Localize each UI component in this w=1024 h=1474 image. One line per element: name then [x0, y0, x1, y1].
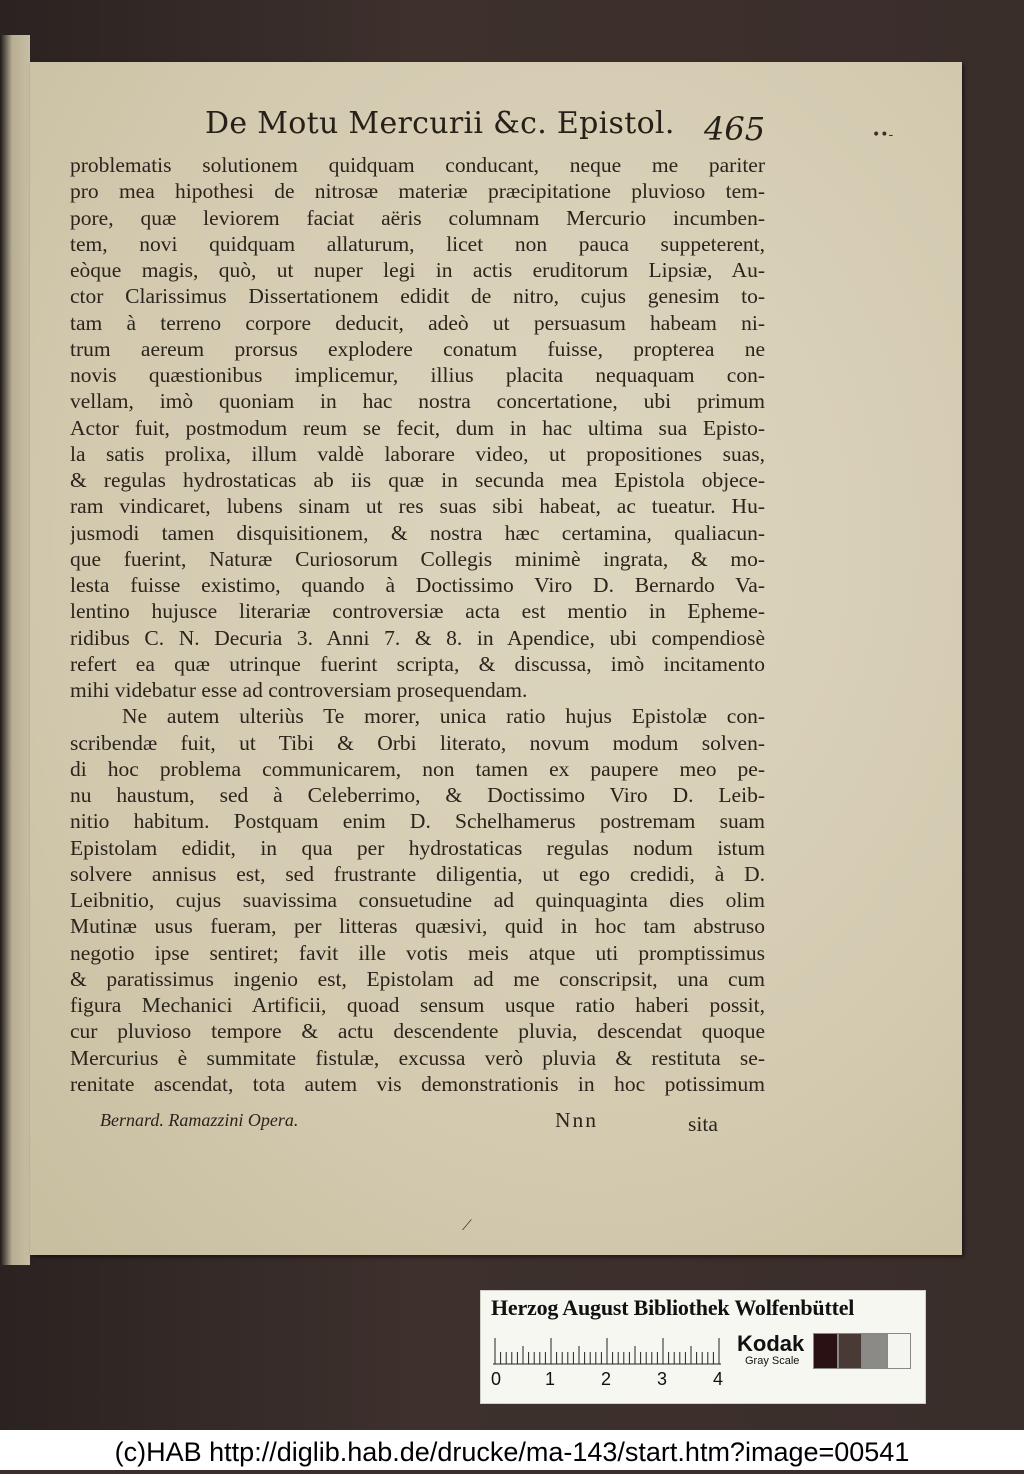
gray-swatch — [887, 1333, 912, 1369]
text-line: mihi videbatur esse ad controversiam prosequendam. — [70, 678, 528, 702]
adjacent-page-edge — [0, 35, 30, 1265]
ruler-label: 1 — [545, 1369, 556, 1389]
ruler-labels — [491, 1369, 731, 1393]
text-line: di hoc problema communicarem, non tamen ex paupere meo pe- — [70, 756, 765, 781]
text-line: novis quæstionibus implicemur, illius placita nequaquam con- — [70, 363, 765, 387]
text-line: & paratissimus ingenio est, Epistolam ad me conscripsit, una cum — [70, 966, 765, 991]
ruler-scale — [493, 1337, 721, 1365]
text-line: nitio habitum. Postquam enim D. Schelhamerus postremam suam — [70, 809, 765, 834]
gray-swatch — [813, 1333, 838, 1369]
text-line: la satis prolixa, illum valdè laborare video, ut propositiones suas, — [70, 441, 765, 466]
ruler-label: 4 — [713, 1369, 724, 1389]
library-color-card — [480, 1290, 926, 1404]
footer-author-line: Bernard. Ramazzini Opera. — [100, 1110, 299, 1130]
text-line: renitate ascendat, tota autem vis demonstrationis in hoc potissimum — [70, 1071, 765, 1096]
gray-swatch — [838, 1333, 863, 1369]
page-number: 465 — [704, 110, 766, 148]
body-text — [70, 152, 765, 1097]
text-line: nu haustum, sed à Celeberrimo, & Doctissimo Viro D. Leib- — [70, 783, 765, 807]
text-line: pore, quæ leviorem faciat aëris columnam Mercurio incumben- — [70, 205, 765, 230]
text-line: ram vindicaret, lubens sinam ut res suas sibi habeat, ac tueatur. Hu- — [70, 494, 765, 519]
text-line: ctor Clarissimus Dissertationem edidit de nitro, cujus genesim to- — [70, 284, 765, 309]
text-line: negotio ipse sentiret; favit ille votis meis atque uti promptissimus — [70, 940, 765, 965]
gray-swatch — [862, 1333, 887, 1369]
gray-scale-label: Gray Scale — [745, 1355, 800, 1367]
text-line: cur pluvioso tempore & actu descendente pluvia, descendat quoque — [70, 1019, 765, 1044]
text-line: tem, novi quidquam allaturum, licet non pauca suppeterent, — [70, 231, 765, 256]
text-line: que fuerint, Naturæ Curiosorum Collegis minimè ingrata, & mo- — [70, 546, 765, 571]
text-line: trum aereum prorsus explodere conatum fuisse, propterea ne — [70, 336, 765, 361]
text-line: eòque magis, quò, ut nuper legi in actis eruditorum Lipsiæ, Au- — [70, 258, 765, 282]
text-line: pro mea hipothesi de nitrosæ materiæ præcipitatione pluvioso tem- — [70, 179, 765, 204]
text-line: jusmodi tamen disquisitionem, & nostra hæc certamina, qualiacun- — [70, 520, 765, 545]
signature-mark: Nnn — [555, 1108, 599, 1132]
text-line: vellam, imò quoniam in hac nostra concertatione, ubi primum — [70, 389, 765, 414]
library-name: Herzog August Bibliothek Wolfenbüttel — [491, 1295, 855, 1320]
page-footer — [100, 1110, 740, 1140]
gray-scale-swatches — [813, 1333, 911, 1369]
text-line: Actor fuit, postmodum reum se fecit, dum in hac ultima sua Episto- — [70, 415, 765, 440]
pen-mark: ⟋ — [462, 1218, 472, 1234]
text-line: ridibus C. N. Decuria 3. Anni 7. & 8. in Apendice, ubi compendiosè — [70, 625, 765, 650]
ruler-label: 0 — [491, 1369, 502, 1389]
text-line: & regulas hydrostaticas ab iis quæ in secunda mea Epistola objece- — [70, 468, 765, 492]
text-line: lentino hujusce literariæ controversiæ acta est mentio in Epheme- — [70, 599, 765, 624]
ruler-label: 2 — [601, 1369, 612, 1389]
text-line: tam à terreno corpore deducit, adeò ut persuasum habeam ni- — [70, 310, 765, 335]
ruler-label: 3 — [657, 1369, 668, 1389]
text-line: Mercurius è summitate fistulæ, excussa verò pluvia & restituta se- — [70, 1045, 765, 1070]
text-line: Epistolam edidit, in qua per hydrostaticas regulas nodum istum — [70, 835, 765, 860]
running-title: De Motu Mercurii &c. Epistol. — [205, 106, 675, 141]
source-url-caption: (c)HAB http://diglib.hab.de/drucke/ma-143/start.htm?image=00541 — [0, 1430, 1024, 1470]
text-line: lesta fuisse existimo, quando à Doctissimo Viro D. Bernardo Va- — [70, 573, 765, 597]
text-line: figura Mechanici Artificii, quoad sensum usque ratio haberi possit, — [70, 993, 765, 1017]
text-line: Ne autem ulteriùs Te morer, unica ratio hujus Epistolæ con- — [122, 704, 765, 729]
decorative-mark: ••- — [872, 127, 894, 143]
catchword: sita — [688, 1112, 718, 1136]
text-line: scribendæ fuit, ut Tibi & Orbi literato, novum modum solven- — [70, 730, 765, 755]
kodak-logo: Kodak — [737, 1331, 805, 1356]
text-line: solvere annisus est, sed frustrante diligentia, ut ego credidi, à D. — [70, 861, 765, 886]
text-line: Leibnitio, cujus suavissima consuetudine ad quinquaginta dies olim — [70, 888, 765, 912]
text-line: problematis solutionem quidquam conducant, neque me pariter — [70, 153, 765, 177]
text-line: Mutinæ usus fueram, per litteras quæsivi, quid in hoc tam abstruso — [70, 914, 765, 939]
text-line: refert ea quæ utrinque fuerint scripta, & discussa, imò incitamento — [70, 651, 765, 676]
